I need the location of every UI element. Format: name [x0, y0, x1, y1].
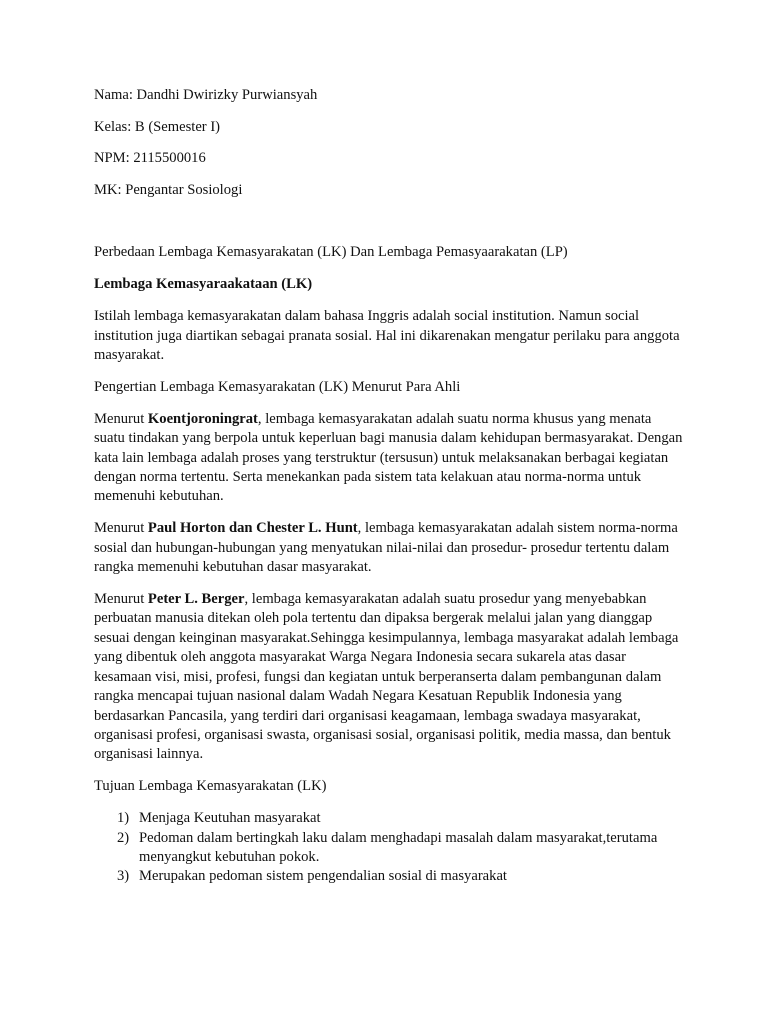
student-info	[94, 86, 684, 200]
document-title: Perbedaan Lembaga Kemasyarakatan (LK) Dan Lembaga Pemasyaarakatan (LP)	[94, 244, 568, 261]
goals-heading: Tujuan Lembaga Kemasyarakatan (LK)	[94, 778, 327, 795]
student-name: Nama: Dandhi Dwirizky Purwiansyah	[94, 87, 318, 103]
intro-paragraph: Istilah lembaga kemasyarakatan dalam bahasa Inggris adalah social institution. Namun social institution juga diartikan sebagai pranata sosial. Hal ini dikarenakan mengatur perilaku para anggota masyarakat.	[94, 308, 680, 363]
expert-name: Koentjoroningrat	[147, 410, 258, 427]
expert-name: Paul Horton dan Chester L. Hunt	[147, 520, 358, 537]
student-npm: NPM: 2115500016	[94, 150, 206, 167]
expert-name: Peter L. Berger	[147, 591, 245, 608]
expert-prefix: Menurut	[94, 520, 148, 537]
goals-list	[94, 809, 684, 887]
list-item	[94, 829, 684, 868]
student-class: Kelas: B (Semester I)	[94, 118, 221, 135]
list-number: 3)	[117, 868, 130, 885]
expert-paragraph-berger	[94, 590, 684, 765]
list-number: 1)	[117, 810, 130, 827]
section-heading: Lembaga Kemasyaraakataan (LK)	[94, 276, 313, 293]
expert-prefix: Menurut	[94, 591, 148, 608]
blank-line	[94, 212, 684, 243]
expert-definition: , lembaga kemasyarakatan adalah sistem norma-norma sosial dan hubungan-hubungan yang menyatukan nilai-nilai dan prosedur- prosedur tertentu dalam rangka memenuhi kebutuhan dasar masyarakat.	[94, 520, 678, 576]
expert-definition: , lembaga kemasyarakatan adalah suatu prosedur yang menyebabkan perbuatan manusia ditekan oleh pola tertentu dan dipaksa bergerak melalui jalan yang dianggap sesuai dengan keinginan masyarakat.Sehingga kesimpulannya, lembaga masyarakat adalah lembaga yang dibentuk oleh anggota masyarakat Warga Negara Indonesia secara sukarela atas dasar kesamaan visi, misi, profesi, fungsi dan kegiatan untuk berperanserta dalam pembangunan dalam rangka mencapai tujuan nasional dalam Wadah Negara Kesatuan Republik Indonesia yang berdasarkan Pancasila, yang terdiri dari organisasi keagamaan, lembaga swadaya masyarakat, organisasi profesi, organisasi swasta, organisasi sosial, organisasi politik, media massa, dan bentuk organisasi lainnya.	[94, 591, 679, 763]
expert-paragraph-koentjoroningrat	[94, 410, 684, 507]
expert-prefix: Menurut	[94, 410, 148, 427]
list-item	[94, 867, 684, 886]
experts-heading: Pengertian Lembaga Kemasyarakatan (LK) Menurut Para Ahli	[94, 378, 461, 395]
list-number: 2)	[117, 829, 130, 846]
expert-paragraph-horton-hunt	[94, 519, 684, 577]
list-item	[94, 809, 684, 828]
list-text: Merupakan pedoman sistem pengendalian sosial di masyarakat	[139, 868, 507, 885]
document-page	[94, 86, 684, 887]
expert-definition: , lembaga kemasyarakatan adalah suatu norma khusus yang menata suatu tindakan yang berpola untuk keperluan bagi manusia dalam kehidupan bermasyarakat. Dengan kata lain lembaga adalah proses yang terstruktur (tersusun) untuk melaksanakan berbagai kegiatan dengan norma tertentu. Serta menekankan pada sistem tata kelakuan atau norma-norma untuk memenuhi kebutuhan.	[94, 410, 683, 505]
list-text: Menjaga Keutuhan masyarakat	[139, 810, 321, 827]
list-text: Pedoman dalam bertingkah laku dalam menghadapi masalah dalam masyarakat,terutama menyangkut kebutuhan pokok.	[139, 829, 658, 865]
course-name: MK: Pengantar Sosiologi	[94, 181, 243, 198]
